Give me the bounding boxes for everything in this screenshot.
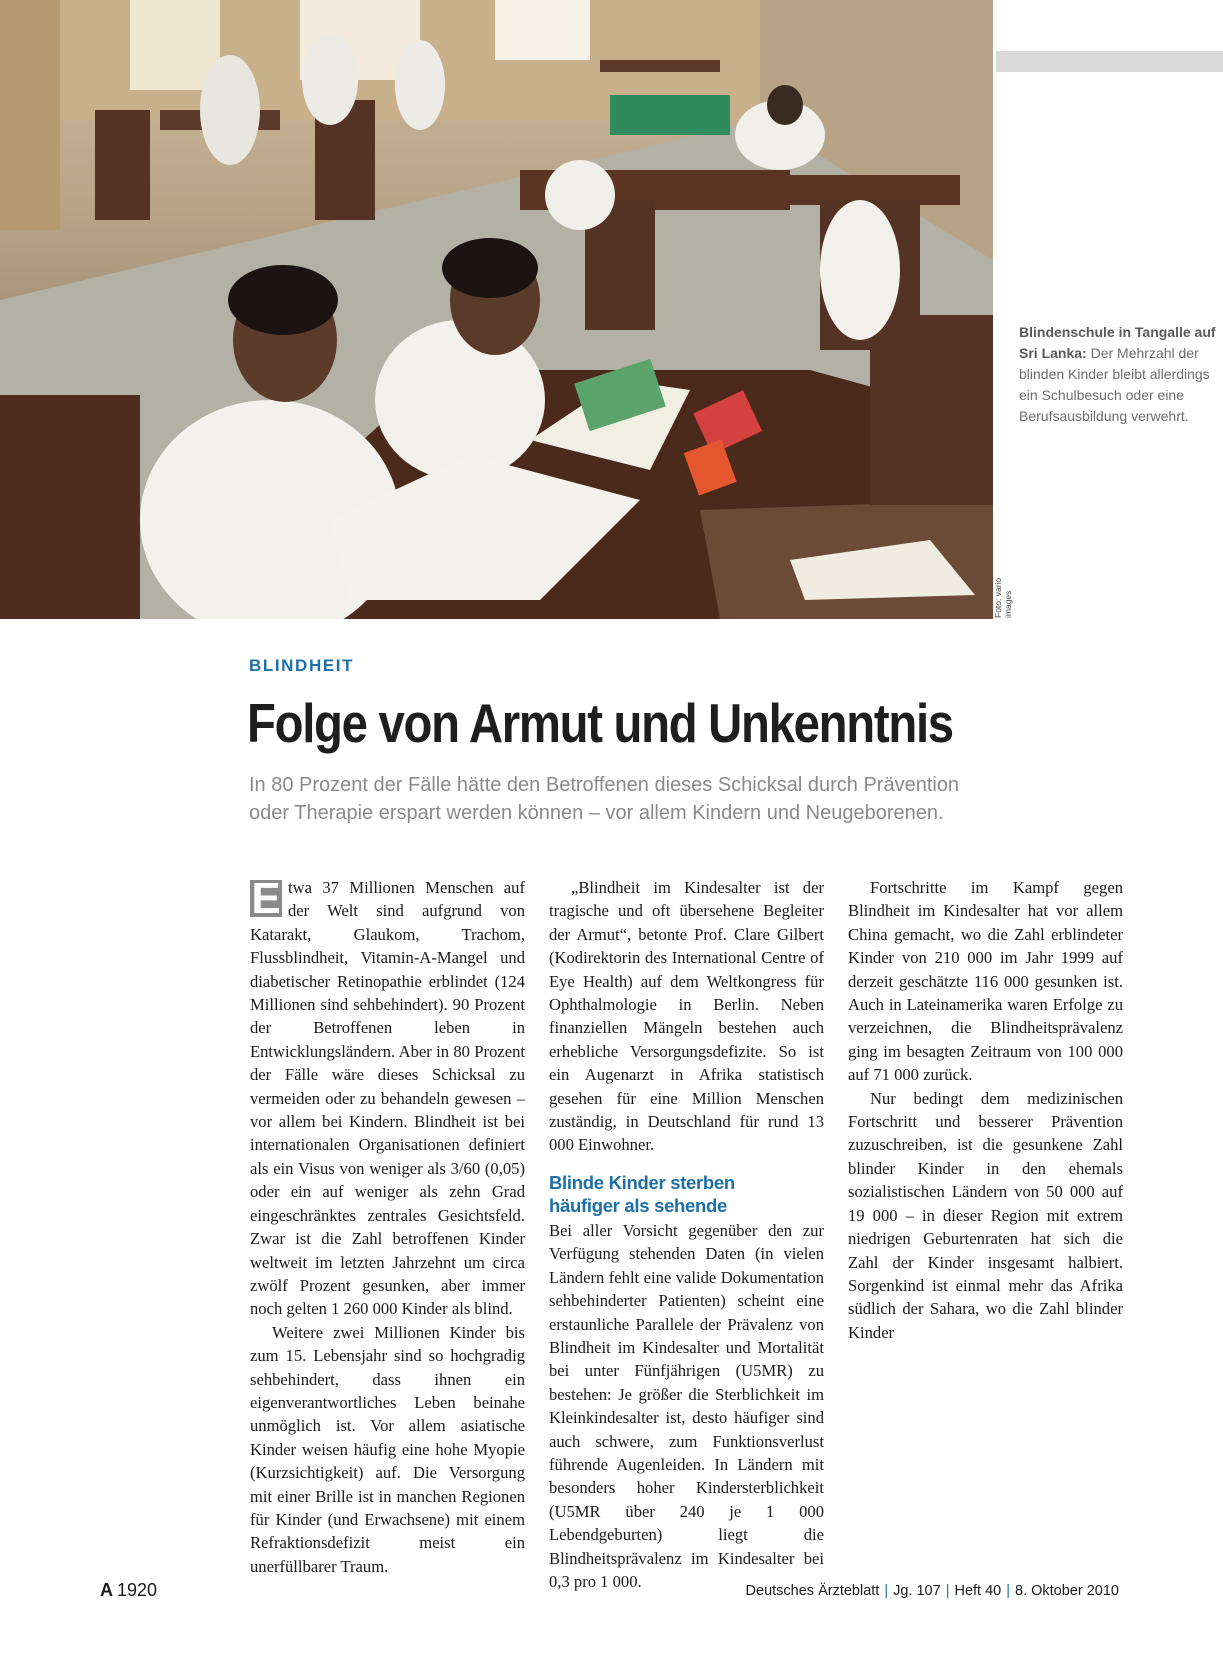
- caption-bold: Blindenschule in Tangalle auf Sri Lanka:: [1019, 324, 1216, 361]
- separator-icon: |: [884, 1583, 889, 1599]
- body-column-3: [848, 876, 1123, 1344]
- journal-date: 8. Oktober 2010: [1015, 1583, 1119, 1599]
- article-subhead: [549, 1171, 824, 1217]
- drop-cap: E: [251, 880, 281, 917]
- standfirst-line: oder Therapie erspart werden können – vor allem Kindern und Neugeborenen.: [249, 802, 944, 824]
- photo-credit: Foto: vario images: [993, 577, 1013, 618]
- section-kicker: BLINDHEIT: [249, 656, 355, 675]
- body-paragraph: Weitere zwei Millionen Kinder bis zum 15. Lebensjahr sind so hochgradig sehbehindert, dass ihnen ein eigenverantwortliches Leben beinahe unmöglich ist. Vor allem asiatische Kinder weisen häufig eine hohe Myopie (Kurzsichtigkeit) auf. Die Versorgung mit einer Brille ist in manchen Regionen für Kinder (und Erwachsene) mit einem Refraktionsdefizit meist ein unerfüllbarer Traum.: [250, 1322, 525, 1576]
- decorative-bar: [996, 51, 1223, 72]
- page-folio: [100, 1580, 157, 1601]
- journal-info: [746, 1583, 1119, 1599]
- caption-text: Der Mehrzahl der blinden Kinder bleibt allerdings ein Schulbesuch oder eine Berufsausbildung verwehrt.: [1019, 345, 1210, 424]
- subhead-line: häufiger als sehende: [549, 1194, 728, 1216]
- journal-volume: Jg. 107: [893, 1583, 941, 1599]
- body-paragraph: Fortschritte im Kampf gegen Blindheit im Kindesalter hat vor allem China gemacht, wo die Zahl erblindeter Kinder von 210 000 im Jahr 1999 auf derzeit geschätzte 116 000 gesunken ist. Auch in Lateinamerika waren Erfolge zu verzeichnen, die Blindheitsprävalenz ging im besagten Zeitraum von 100 000 auf 71 000 zurück.: [848, 878, 1123, 1085]
- separator-icon: |: [1006, 1583, 1010, 1599]
- body-paragraph: Bei aller Vorsicht gegenüber den zur Verfügung stehenden Daten (in vielen Ländern fehlt eine valide Dokumentation sehbehinderter Patienten) scheint eine erstaunliche Parallele der Prävalenz von Blindheit im Kindesalter und Mortalität bei unter Fünfjährigen (U5MR) zu bestehen: Je größer die Sterblichkeit im Kleinkindesalter ist, desto häufiger sind auch schwere, zum Funktionsverlust führende Augenleiden. In Ländern mit besonders hoher Kindersterblichkeit (U5MR über 240 je 1 000 Lebendgeburten) liegt die Blindheitsprävalenz im Kindesalter bei 0,3 pro 1 000.: [549, 1220, 824, 1591]
- standfirst-line: In 80 Prozent der Fälle hätte den Betroffenen dieses Schicksal durch Prävention: [249, 774, 960, 796]
- photo-caption: [1019, 322, 1223, 427]
- page-number: 1920: [117, 1580, 158, 1600]
- body-paragraph: Nur bedingt dem medizinischen Fortschritt und besserer Prävention zuzuschreiben, ist die gesunkene Zahl blinder Kinder in den ehemals sozialistischen Ländern von 50 000 auf 19 000 – in dieser Region mit extrem niedrigen Geburtenraten hat sich die Zahl der Kinder insgesamt halbiert. Sorgenkind ist einmal mehr das Afrika südlich der Sahara, wo die Zahl blinder Kinder: [848, 1088, 1123, 1342]
- body-column-1: [250, 876, 525, 1578]
- article-standfirst: [249, 771, 1109, 827]
- article-headline: Folge von Armut und Unkenntnis: [247, 692, 953, 754]
- journal-issue: Heft 40: [954, 1583, 1002, 1599]
- body-column-2: [549, 876, 824, 1593]
- subhead-line: Blinde Kinder sterben: [549, 1171, 735, 1193]
- body-paragraph: E twa 37 Millionen Menschen auf der Welt sind aufgrund von Katarakt, Glaukom, Trachom, Flussblindheit, Vitamin-A-Mangel und diabetischer Retinopathie erblindet (124 Millionen sind sehbehindert). 90 Prozent der Betroffenen leben in Entwicklungsländern. Aber in 80 Prozent der Fälle wäre dieses Schicksal zu vermeiden oder zu behandeln gewesen – vor allem bei Kindern. Blindheit ist bei internationalen Organisationen definiert als ein Visus von weniger als 3/60 (0,05) oder ein auf weniger als zehn Grad eingeschränktes zentrales Gesichtsfeld. Zwar ist die Zahl betroffenen Kinder weltweit im letzten Jahrzehnt um circa zwölf Prozent gesunken, aber immer noch gelten 1 260 000 Kinder als blind.: [250, 878, 525, 1319]
- separator-icon: |: [945, 1583, 950, 1599]
- body-paragraph: „Blindheit im Kindesalter ist der tragische und oft übersehene Begleiter der Armut“, betonte Prof. Clare Gilbert (Kodirektorin des International Centre of Eye Health) auf dem Weltkongress für Ophthalmologie in Berlin. Neben finanziellen Mängeln bestehen auch erhebliche Versorgungsdefizite. So ist ein Augenarzt in Afrika statistisch gesehen für eine Million Menschen zuständig, in Deutschland für rund 13 000 Einwohner.: [549, 878, 824, 1155]
- article-photo: [0, 0, 993, 619]
- folio-letter: A: [100, 1580, 113, 1600]
- journal-name: Deutsches Ärzteblatt: [745, 1583, 880, 1599]
